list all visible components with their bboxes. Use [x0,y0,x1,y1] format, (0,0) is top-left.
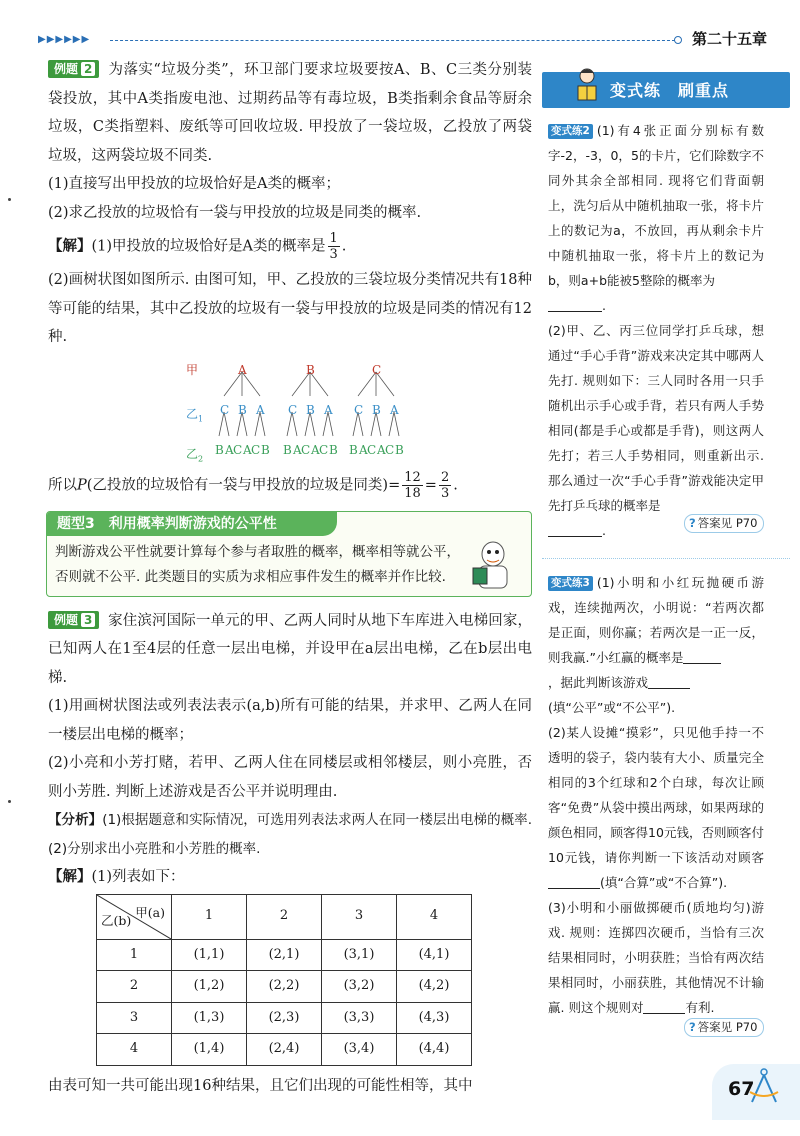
tree-row-label-yi2: 乙$_2$ [186,446,204,463]
tree-node-mid: A [324,402,333,417]
table-row: 3 (1,3) (2,3) (3,3) (4,3) [97,1002,472,1034]
tree-node-mid: B [372,402,381,417]
tree-node-leaf: C [385,442,395,457]
tree-diagram [48,356,532,468]
tree-node-leaf: A [225,442,234,457]
example3-q1: (1)用画树状图法或列表法表示(a,b)所有可能的结果，并求甲、乙两人在同一楼层出电梯的概率； [48,698,532,743]
example2-solution2: (2)画树状图如图所示. 由图可知，甲、乙投放的三袋垃圾分类情况共有18种等可能的结果，其中乙投放的垃圾有一袋与甲投放的垃圾是同类的情况有12种. [48,272,532,345]
variant2-p2-blank: . [548,518,764,543]
variant2-p2: (2)甲、乙、丙三位同学打乒乓球，想通过“手心手背”游戏来决定其中哪两人先打. 规则如下：三人同时各用一只手随机出示手心或手背，若只有两人手势相同(都是手心或都是手背)，则这两人先打；若三人手势相同，则重新出示. 那么通过一次“手心手背”游戏能决定甲先打乒乓球的概率是 [548,323,764,513]
variant-tag: 变式练3 [548,576,593,591]
tree-node-mid: C [220,402,230,417]
example-tag: 例题 2 [48,60,99,78]
question-icon: ? [689,1020,696,1034]
variant2-block [548,118,764,543]
question-type-title: 题型3 利用概率判断游戏的公平性 [47,512,337,536]
variant3-p1c: (填“公平”或“不公平”). [548,700,676,715]
example3-analysis: 【分析】(1)根据题意和实际情况，可选用列表法求两人在同一楼层出电梯的概率. (2)分别求出小亮胜和小芳胜的概率. [48,812,532,857]
question-type-body: 判断游戏公平性就要计算每个参与者取胜的概率，概率相等就公平，否则就不公平. 此类题目的实质为求相应事件发生的概率并作比较. [55,543,460,585]
answer-blank[interactable] [683,649,721,664]
tree-node-leaf: C [251,442,261,457]
tree-node-leaf: B [215,442,224,457]
table-col-header: 1 [172,894,247,939]
question-icon: ? [689,516,696,530]
fraction: $\frac{2}{3}$ [440,469,450,501]
tree-node-leaf: B [261,442,270,457]
fraction: $\frac{1}{3}$ [329,231,338,262]
tree-node-leaf: A [377,442,386,457]
header-rule [110,40,675,41]
answer-blank[interactable] [648,674,690,689]
tree-node-mid: B [306,402,315,417]
tree-node-leaf: C [233,442,243,457]
variant3-p1b: ，据此判断该游戏 [548,670,764,695]
margin-dot [8,800,11,803]
sidebar-header [542,72,790,108]
question-type-box [46,511,532,597]
header-arrows: ▶▶▶▶▶▶ [38,34,91,45]
example-tag: 例题 3 [48,611,99,629]
tree-node-leaf: C [319,442,329,457]
answer-blank[interactable] [548,297,602,312]
page-number: 67 [728,1078,755,1100]
variant-tag: 变式练2 [548,124,593,139]
tree-row-label-jia: 甲 [186,362,199,377]
table-row: 2 (1,2) (2,2) (3,2) (4,2) [97,971,472,1003]
table-row: 4 (1,4) (2,4) (3,4) (4,4) [97,1034,472,1066]
tree-node-leaf: B [395,442,404,457]
tree-node-leaf: A [359,442,368,457]
example3-question: 例题 3 家住滨河国际一单元的甲、乙两人同时从地下车库进入电梯回家，已知两人在1至4层的任意一层出电梯，并设甲在a层出电梯，乙在b层出电梯. [48,612,533,686]
answer-blank[interactable] [548,874,600,889]
tree-node-leaf: C [301,442,311,457]
margin-dot [8,198,11,201]
sidebar-title: 变式练 刷重点 [610,81,730,100]
tree-node-leaf: B [329,442,338,457]
variant3-block [548,570,764,1020]
chapter-title: 第二十五章 [692,30,768,48]
table-corner: 甲(a) 乙(b) [97,894,172,939]
main-column [48,56,532,1100]
tree-node-leaf: A [311,442,320,457]
mascot-icon [469,536,517,592]
example2-conclusion: 所以P(乙投放的垃圾恰有一袋与甲投放的垃圾是同类)= $\frac{12}{18}$ = $\frac{2}{3}$ . [48,469,458,501]
variant3-p2: (2)某人设摊“摸彩”，只见他手持一不透明的袋子，袋内装有大小、质量完全相同的3个红球和2个白球，每次让顾客“免费”从袋中摸出两球，如果两球的颜色相同，顾客得10元钱，否则顾客付10元钱，请你判断一下该活动对顾客(填“合算”或“不合算”). [548,725,764,890]
example2-q1: (1)直接写出甲投放的垃圾恰好是A类的概率； [48,176,341,192]
table-col-header: 3 [322,894,397,939]
outcome-table [96,894,472,1066]
answer-ref[interactable]: ? 答案见 P70 [684,1018,764,1037]
variant3-p3: (3)小明和小丽做掷硬币(质地均匀)游戏. 规则：连掷四次硬币，当恰有三次结果相同时，小明获胜；当恰有两次结果相同时，小丽获胜，其他情况不计输赢. 则这个规则对 有利. [548,900,764,1015]
table-row: 1 (1,1) (2,1) (3,1) (4,1) [97,939,472,971]
tree-node-top: A [238,362,247,377]
student-reading-icon [572,66,602,104]
tree-row-label-yi1: 乙$_1$ [186,406,204,423]
header-ring [674,36,682,44]
tree-node-mid: A [256,402,265,417]
table-col-header: 2 [247,894,322,939]
tree-node-leaf: C [367,442,377,457]
variant2-p1: 变式练2 (1)有4张正面分别标有数字-2，-3，0，5的卡片，它们除数字不同外其余全部相同. 现将它们背面朝上，洗匀后从中随机抽取一张，将卡片上的数记为a，不放回，再从剩余卡片中随机抽取一张，将卡片上的数记为b，则a+b能被5整除的概率为 [548,123,764,288]
fraction: $\frac{12}{18}$ [404,469,421,501]
example2-question: 例题 2 为落实“垃圾分类”，环卫部门要求垃圾要按A、B、C三类分别装袋投放，其中A类指废电池、过期药品等有毒垃圾，B类指剩余食品等厨余垃圾，C类指塑料、废纸等可回收垃圾. 甲投放了一袋垃圾，乙投放了两袋垃圾，这两袋垃圾不同类. [48,62,533,164]
example2-q2: (2)求乙投放的垃圾恰有一袋与甲投放的垃圾是同类的概率. [48,204,422,221]
tree-node-mid: A [390,402,399,417]
example3-q2: (2)小亮和小芳打赌，若甲、乙两人住在同楼层或相邻楼层，则小亮胜，否则小芳胜. 判断上述游戏是否公平并说明理由. [48,755,532,800]
answer-blank[interactable] [643,999,685,1014]
example2-solution1: 【解】(1)甲投放的垃圾恰好是A类的概率是 $\frac{1}{3}$ . [48,231,347,262]
tree-node-mid: C [354,402,364,417]
variant2-p1-blank: . [548,293,764,318]
tree-node-leaf: A [243,442,252,457]
example3-solution: 【解】(1)列表如下： [48,868,185,885]
tree-node-mid: B [238,402,247,417]
example3-after-table: 由表可知一共可能出现16种结果，且它们出现的可能性相等，其中 [48,1077,473,1094]
tree-node-top: C [372,362,382,377]
tree-node-leaf: B [349,442,358,457]
tree-node-leaf: A [293,442,302,457]
tree-node-leaf: B [283,442,292,457]
sidebar-divider [542,558,790,559]
answer-blank[interactable] [548,522,602,537]
table-col-header: 4 [397,894,472,939]
tree-node-mid: C [288,402,298,417]
tree-node-top: B [306,362,315,377]
answer-ref[interactable]: ? 答案见 P70 [684,514,764,533]
variant3-p1: 变式练3 (1)小明和小红玩抛硬币游戏，连续抛两次，小明说：“若两次都是正面，则你赢；若两次是一正一反，则我赢.”小红赢的概率是 [548,575,764,665]
